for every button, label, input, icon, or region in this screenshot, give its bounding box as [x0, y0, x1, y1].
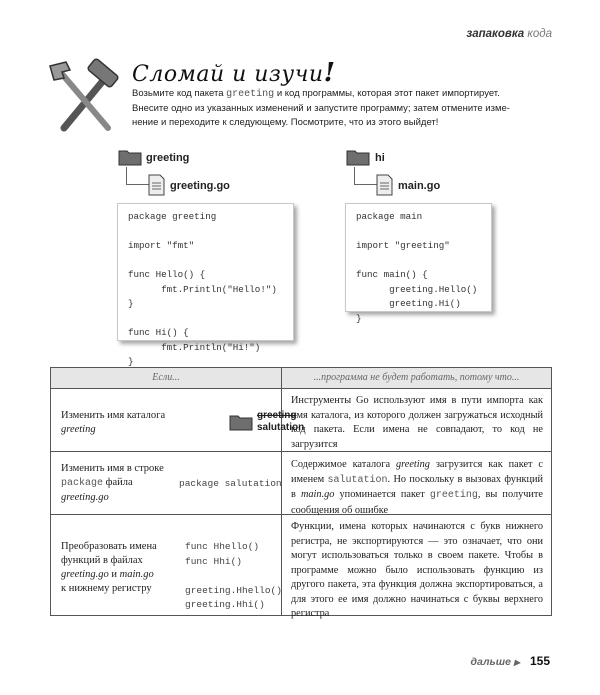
arrow-right-icon: ▶ [513, 658, 520, 667]
folder-name-greeting: greeting [146, 152, 190, 164]
footer-next: дальше ▶ [470, 656, 520, 668]
running-head [466, 28, 552, 40]
tree-connector [354, 167, 377, 185]
greeting-go-code: package greeting import "fmt" func Hello() { fmt.Println("Hello!") } func Hi() { fmt.Println("Hi!") } [117, 203, 294, 341]
break-it-table [50, 367, 552, 619]
old-folder-name: greeting [257, 410, 297, 421]
file-name-main-go: main.go [398, 180, 441, 192]
new-folder-name: salutation [257, 422, 305, 433]
row1-change: Изменить имя каталога greeting [61, 410, 166, 435]
row2-change: Изменить имя в строке package файла greeting.go [61, 463, 164, 503]
go-file-icon [148, 174, 165, 196]
folder-icon [118, 149, 142, 166]
intro-paragraph: Возьмите код пакета greeting и код программы, которая этот пакет импортирует. Внесите одно из указанных изменений и запустите программу; затем отмените изменение и переходите к следующему. Посмотрите, что из этого выйдет! [132, 88, 510, 128]
row3-reason: Функции, имена которых начинаются с букв нижнего регистра, не экспортируются — это означает, что они могут использоваться только в своем пакете. Чтобы в программе можно было использовать функцию из другого пакета, эта функция должна экспортироваться, а для этого ее имя должно начинаться с буквы верхнего регистра [291, 521, 543, 619]
table-header-because: ...программа не будет работать, потому что... [282, 368, 551, 389]
folder-icon [229, 414, 253, 431]
running-head-chapter: кода [527, 28, 552, 40]
table-header-if: Если... [51, 368, 281, 389]
row3-change: Преобразовать имена функций в файлах greeting.go и main.go к нижнему регистру [61, 541, 157, 594]
row3-code: func Hhello() func Hhi() greeting.Hhello() greeting.Hhi() [185, 541, 282, 610]
main-go-code: package main import "greeting" func main() { greeting.Hello() greeting.Hi() } [345, 203, 492, 312]
section-title: Сломай и изучи! [132, 58, 336, 88]
row2-reason: Содержимое каталога greeting загрузится как пакет с именем salutation. Но поскольку в вызовах функций в main.go упоминается пакет greeting, вы получите сообщения об ошибке [291, 459, 543, 516]
row2-code: package salutation [179, 478, 282, 489]
go-file-icon [376, 174, 393, 196]
tree-connector [126, 167, 149, 185]
page-number: 155 [529, 654, 550, 668]
folder-name-hi: hi [375, 152, 385, 164]
code-greeting-inline: greeting [226, 89, 275, 100]
running-head-section: запаковка [466, 28, 525, 40]
wrench-hammer-icon [44, 56, 124, 136]
row1-reason: Инструменты Go используют имя в пути импорта как имя каталога, из которого должен загружаться исходный код пакета. Если имена не совпадают, то код не загрузится [291, 395, 543, 450]
folder-icon [346, 149, 370, 166]
file-name-greeting-go: greeting.go [170, 180, 230, 192]
